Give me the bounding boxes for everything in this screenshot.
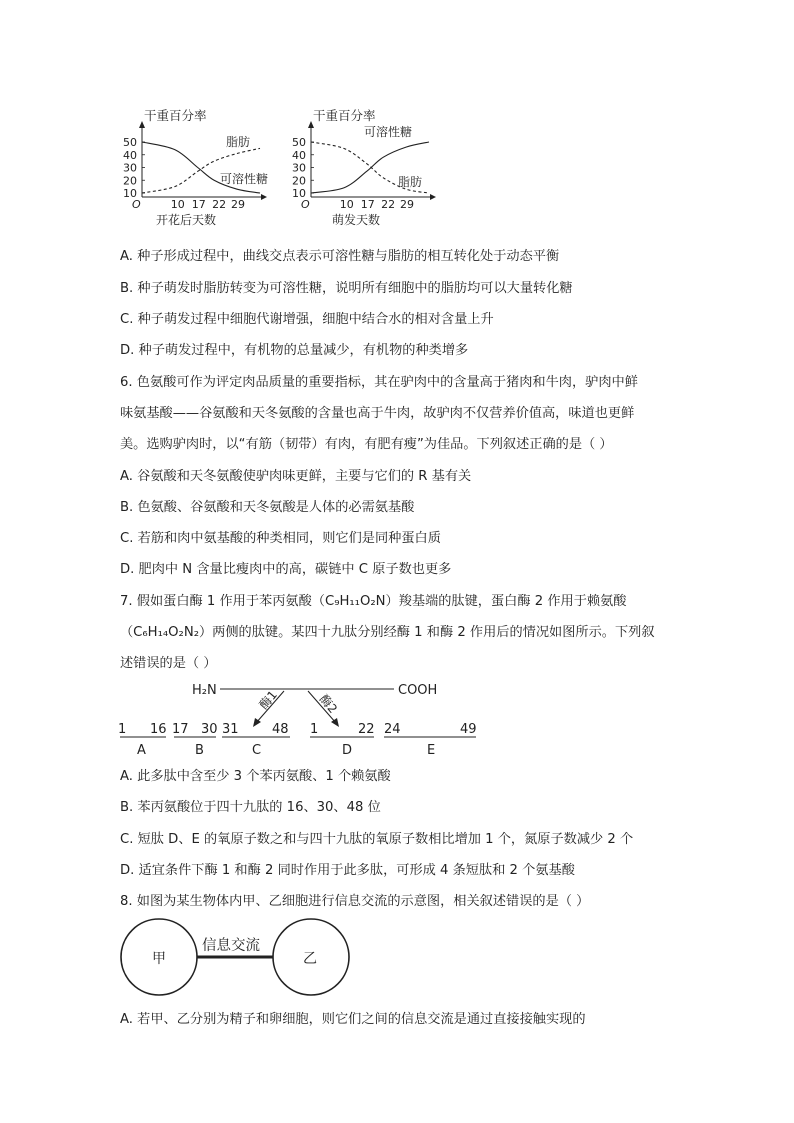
residue-number: 1 — [118, 722, 127, 737]
y-tick-label: 40 — [123, 148, 137, 162]
x-tick-label: 22 — [381, 198, 396, 211]
c-terminus-label: COOH — [398, 683, 438, 698]
curve-label-sugar: 可溶性糖 — [220, 172, 268, 186]
q6-option-a: A. 谷氨酸和天冬氨酸使驴肉味更鲜，主要与它们的 R 基有关 — [120, 469, 472, 484]
y-axis-title: 干重百分率 — [144, 108, 207, 123]
q5-option-c: C. 种子萌发过程中细胞代谢增强，细胞中结合水的相对含量上升 — [120, 312, 494, 327]
cell-jia-label: 甲 — [152, 951, 166, 967]
x-tick-label: 29 — [400, 198, 415, 211]
y-tick-label: 20 — [292, 174, 306, 188]
q7-option-b: B. 苯丙氨酸位于四十九肽的 16、30、48 位 — [120, 800, 381, 815]
x-tick-label: 10 — [339, 198, 354, 211]
fragment-label-e: E — [427, 743, 436, 758]
q5-option-a: A. 种子形成过程中，曲线交点表示可溶性糖与脂肪的相互转化处于动态平衡 — [120, 249, 560, 264]
x-tick-labels — [171, 198, 245, 211]
fragment-label-d: D — [342, 743, 353, 758]
curve-label-fat: 脂肪 — [226, 135, 251, 149]
fragment-label-c: C — [252, 743, 262, 758]
residue-number: 16 — [150, 722, 167, 737]
y-tick-label: 50 — [123, 136, 137, 149]
q7-option-d: D. 适宜条件下酶 1 和酶 2 同时作用于此多肽，可形成 4 条短肽和 2 个氨基酸 — [120, 863, 575, 878]
q6-stem-line-1: 6. 色氨酸可作为评定肉品质量的重要指标，其在驴肉中的含量高于猪肉和牛肉，驴肉中鲜 — [120, 375, 638, 390]
x-tick-label: 10 — [170, 198, 185, 211]
q6-option-c: C. 若筋和肉中氨基酸的种类相同，则它们是同种蛋白质 — [120, 531, 441, 546]
curve-label-fat: 脂肪 — [398, 175, 423, 189]
q7-stem-line-1: 7. 假如蛋白酶 1 作用于苯丙氨酸（C₉H₁₁O₂N）羧基端的肽键，蛋白酶 2 作用于赖氨酸 — [120, 594, 627, 609]
residue-number: 48 — [272, 722, 289, 737]
residue-number: 17 — [172, 722, 189, 737]
q6-stem-line-2: 味氨基酸——谷氨酸和天冬氨酸的含量也高于牛肉，故驴肉不仅营养价值高，味道也更鲜 — [120, 406, 635, 421]
q6-option-b: B. 色氨酸、谷氨酸和天冬氨酸是人体的必需氨基酸 — [120, 500, 415, 515]
cell-communication-diagram — [114, 918, 362, 998]
residue-number: 22 — [358, 722, 375, 737]
y-tick-label: 10 — [292, 187, 306, 200]
curve-label-sugar: 可溶性糖 — [364, 125, 413, 139]
residue-number: 31 — [222, 722, 239, 737]
fragment-label-b: B — [195, 743, 204, 758]
y-tick-label: 20 — [123, 174, 137, 188]
x-axis-title: 开花后天数 — [156, 213, 217, 227]
x-axis-arrow — [430, 194, 436, 200]
peptide-cleavage-diagram — [112, 676, 492, 764]
y-tick-label: 50 — [292, 136, 306, 149]
enzyme1-label: 酶1 — [256, 687, 280, 712]
n-terminus-label: H₂N — [192, 683, 217, 698]
residue-number: 24 — [384, 722, 401, 737]
x-tick-label: 29 — [231, 198, 246, 211]
q6-stem-line-3: 美。选购驴肉时，以“有筋（韧带）有肉，有肥有瘦”为佳品。下列叙述正确的是（ ） — [120, 437, 613, 452]
fragment-label-a: A — [137, 743, 146, 758]
residue-number: 1 — [310, 722, 319, 737]
y-tick-label: 30 — [292, 161, 306, 175]
residue-number: 30 — [201, 722, 218, 737]
origin-label: O — [301, 198, 310, 211]
x-axis-arrow — [261, 194, 267, 200]
chart-seed-formation — [118, 104, 268, 230]
y-axis-title: 干重百分率 — [313, 108, 376, 123]
x-axis-title: 萌发天数 — [332, 213, 381, 227]
y-tick-label: 40 — [292, 148, 306, 162]
q5-option-d: D. 种子萌发过程中，有机物的总量减少，有机物的种类增多 — [120, 343, 469, 358]
q7-option-c: C. 短肽 D、E 的氧原子数之和与四十九肽的氧原子数相比增加 1 个，氮原子数减少 2 个 — [120, 832, 634, 847]
chart-seed-germination — [287, 104, 437, 230]
y-tick-label: 10 — [123, 187, 137, 200]
x-tick-label: 22 — [212, 198, 227, 211]
q8-option-a: A. 若甲、乙分别为精子和卵细胞，则它们之间的信息交流是通过直接接触实现的 — [120, 1012, 586, 1027]
cell-yi-label: 乙 — [303, 951, 317, 967]
x-tick-label: 17 — [191, 198, 206, 211]
connection-label: 信息交流 — [202, 938, 260, 954]
x-tick-labels — [340, 198, 414, 211]
q7-stem-line-3: 述错误的是（ ） — [120, 656, 217, 671]
q8-stem: 8. 如图为某生物体内甲、乙细胞进行信息交流的示意图，相关叙述错误的是（ ） — [120, 894, 590, 909]
axes — [139, 121, 267, 200]
origin-label: O — [132, 198, 141, 211]
y-tick-label: 30 — [123, 161, 137, 175]
q6-option-d: D. 肥肉中 N 含量比瘦肉中的高，碳链中 C 原子数也更多 — [120, 562, 452, 577]
residue-number: 49 — [460, 722, 477, 737]
x-tick-label: 17 — [360, 198, 375, 211]
q7-stem-line-2: （C₆H₁₄O₂N₂）两侧的肽键。某四十九肽分别经酶 1 和酶 2 作用后的情况如图所示。下列叙 — [120, 625, 655, 640]
q5-option-b: B. 种子萌发时脂肪转变为可溶性糖，说明所有细胞中的脂肪均可以大量转化糖 — [120, 281, 573, 296]
q7-option-a: A. 此多肽中含至少 3 个苯丙氨酸、1 个赖氨酸 — [120, 769, 391, 784]
enzyme2-label: 酶2 — [316, 691, 341, 716]
